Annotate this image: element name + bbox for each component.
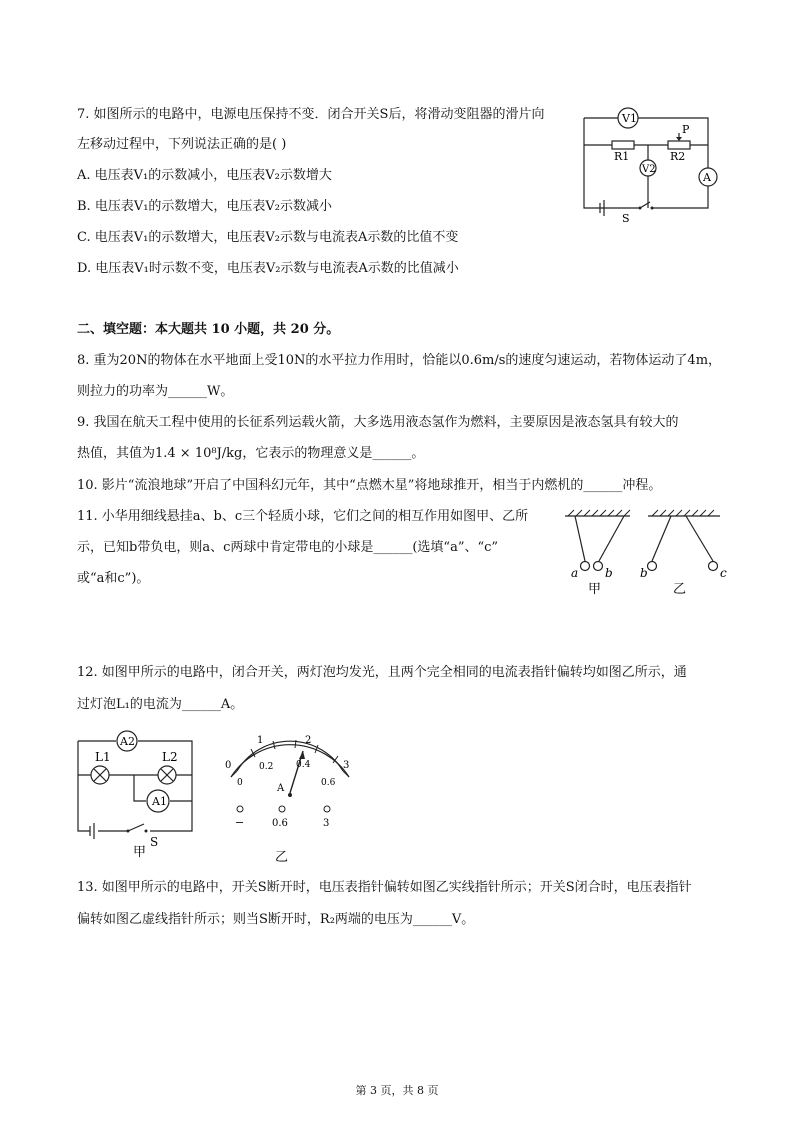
- unit-a-label: A: [277, 783, 285, 794]
- ball-a-icon: [581, 562, 590, 571]
- v1-label: V1: [622, 112, 637, 125]
- tick-bottom-04: 0.4: [296, 760, 311, 770]
- v2-label: V2: [642, 164, 656, 175]
- terminal-3-label: 3: [323, 818, 330, 829]
- a2-label: A2: [120, 735, 135, 748]
- page-number-footer: 第 3 页，共 8 页: [355, 1084, 439, 1097]
- tick-bottom-06: 0.6: [321, 778, 336, 788]
- terminal-06-label: 0.6: [272, 818, 288, 829]
- s-label: S: [622, 212, 630, 225]
- a-label: A: [703, 171, 711, 184]
- q8-line2: 则拉力的功率为______W。: [77, 384, 234, 399]
- label-b2: b: [640, 566, 648, 580]
- section-heading: 二、填空题：本大题共 10 小题，共 20 分。: [77, 322, 340, 337]
- terminal-minus-icon: [237, 806, 243, 812]
- q11-line1: 11. 小华用细线悬挂a、b、c三个轻质小球，它们之间的相互作用如图甲、乙所: [77, 509, 529, 524]
- q7-option-b[interactable]: B. 电压表V₁的示数增大，电压表V₂示数减小: [77, 199, 333, 214]
- r1-label: R1: [614, 150, 630, 163]
- q7-option-d[interactable]: D. 电压表V₁时示数不变，电压表V₂示数与电流表A示数的比值减小: [77, 261, 459, 276]
- rheostat-r2-icon: [668, 141, 690, 149]
- terminal-3-icon: [324, 806, 330, 812]
- q7-option-a[interactable]: A. 电压表V₁的示数减小，电压表V₂示数增大: [77, 168, 332, 183]
- l1-label: L1: [95, 750, 111, 764]
- terminal-06-icon: [279, 806, 285, 812]
- q12-line2: 过灯泡L₁的电流为______A。: [77, 697, 244, 712]
- q7-stem-line1: 7. 如图所示的电路中，电源电压保持不变．闭合开关S后，将滑动变阻器的滑片向: [77, 107, 545, 122]
- q7-stem-line2: 左移动过程中，下列说法正确的是( ): [77, 137, 287, 152]
- ball-b-icon: [594, 562, 603, 571]
- slider-arrow-icon: [676, 137, 682, 141]
- q13-line1: 13. 如图甲所示的电路中，开关S断开时，电压表指针偏转如图乙实线指针所示；开关S闭合时，电压表指针: [77, 880, 692, 895]
- pivot-icon: [288, 793, 292, 797]
- r2-label: R2: [670, 150, 686, 163]
- tick-top-3: 3: [343, 760, 350, 771]
- q8-line1: 8. 重为20N的物体在水平地面上受10N的水平拉力作用时，恰能以0.6m/s的速度匀速运动，若物体运动了4m，: [77, 353, 722, 368]
- q9-line1: 9. 我国在航天工程中使用的长征系列运载火箭，大多选用液态氢作为燃料，主要原因是液态氢具有较大的: [77, 415, 679, 430]
- q12-ammeter-dial: [215, 733, 360, 865]
- q9-line2: 热值，其值为1.4 × 10⁸J/kg，它表示的物理意义是______。: [77, 446, 425, 461]
- q11-line2: 示，已知b带负电，则a、c两球中肯定带电的小球是______(选填“a”、“c”: [77, 540, 499, 555]
- a1-label: A1: [152, 795, 167, 808]
- tick-top-2: 2: [305, 735, 312, 746]
- yi-label-q12: 乙: [275, 850, 289, 865]
- q11-pendulum-diagram: [560, 510, 730, 595]
- tick-top-0: 0: [225, 760, 232, 771]
- label-jia: 甲: [588, 582, 602, 597]
- q12-circuit-diagram: [70, 728, 220, 860]
- jia-label-q12: 甲: [133, 845, 147, 860]
- tick-top-1: 1: [257, 735, 264, 746]
- q7-circuit-diagram: [570, 100, 730, 225]
- q7-option-c[interactable]: C. 电压表V₁的示数增大，电压表V₂示数与电流表A示数的比值不变: [77, 230, 459, 245]
- q10-line1: 10. 影片“流浪地球”开启了中国科幻元年，其中“点燃木星”将地球推开，相当于内燃机的______冲程。: [77, 478, 662, 493]
- ball-c-icon: [709, 562, 718, 571]
- p-label: P: [682, 123, 690, 136]
- label-a: a: [571, 566, 579, 580]
- label-yi: 乙: [673, 582, 687, 597]
- q11-line3: 或“a和c”)。: [77, 571, 150, 586]
- resistor-r1-icon: [612, 141, 634, 149]
- terminal-minus-label: −: [235, 816, 245, 829]
- ball-b2-icon: [648, 562, 657, 571]
- s-label-q12: S: [150, 835, 159, 849]
- tick-bottom-02: 0.2: [259, 762, 274, 772]
- q13-line2: 偏转如图乙虚线指针所示；则当S断开时，R₂两端的电压为______V。: [77, 912, 475, 927]
- l2-label: L2: [162, 750, 178, 764]
- tick-bottom-0: 0: [237, 778, 243, 788]
- label-c: c: [720, 566, 727, 580]
- label-b: b: [605, 566, 613, 580]
- q12-line1: 12. 如图甲所示的电路中，闭合开关，两灯泡均发光，且两个完全相同的电流表指针偏转均如图乙所示，通: [77, 665, 687, 680]
